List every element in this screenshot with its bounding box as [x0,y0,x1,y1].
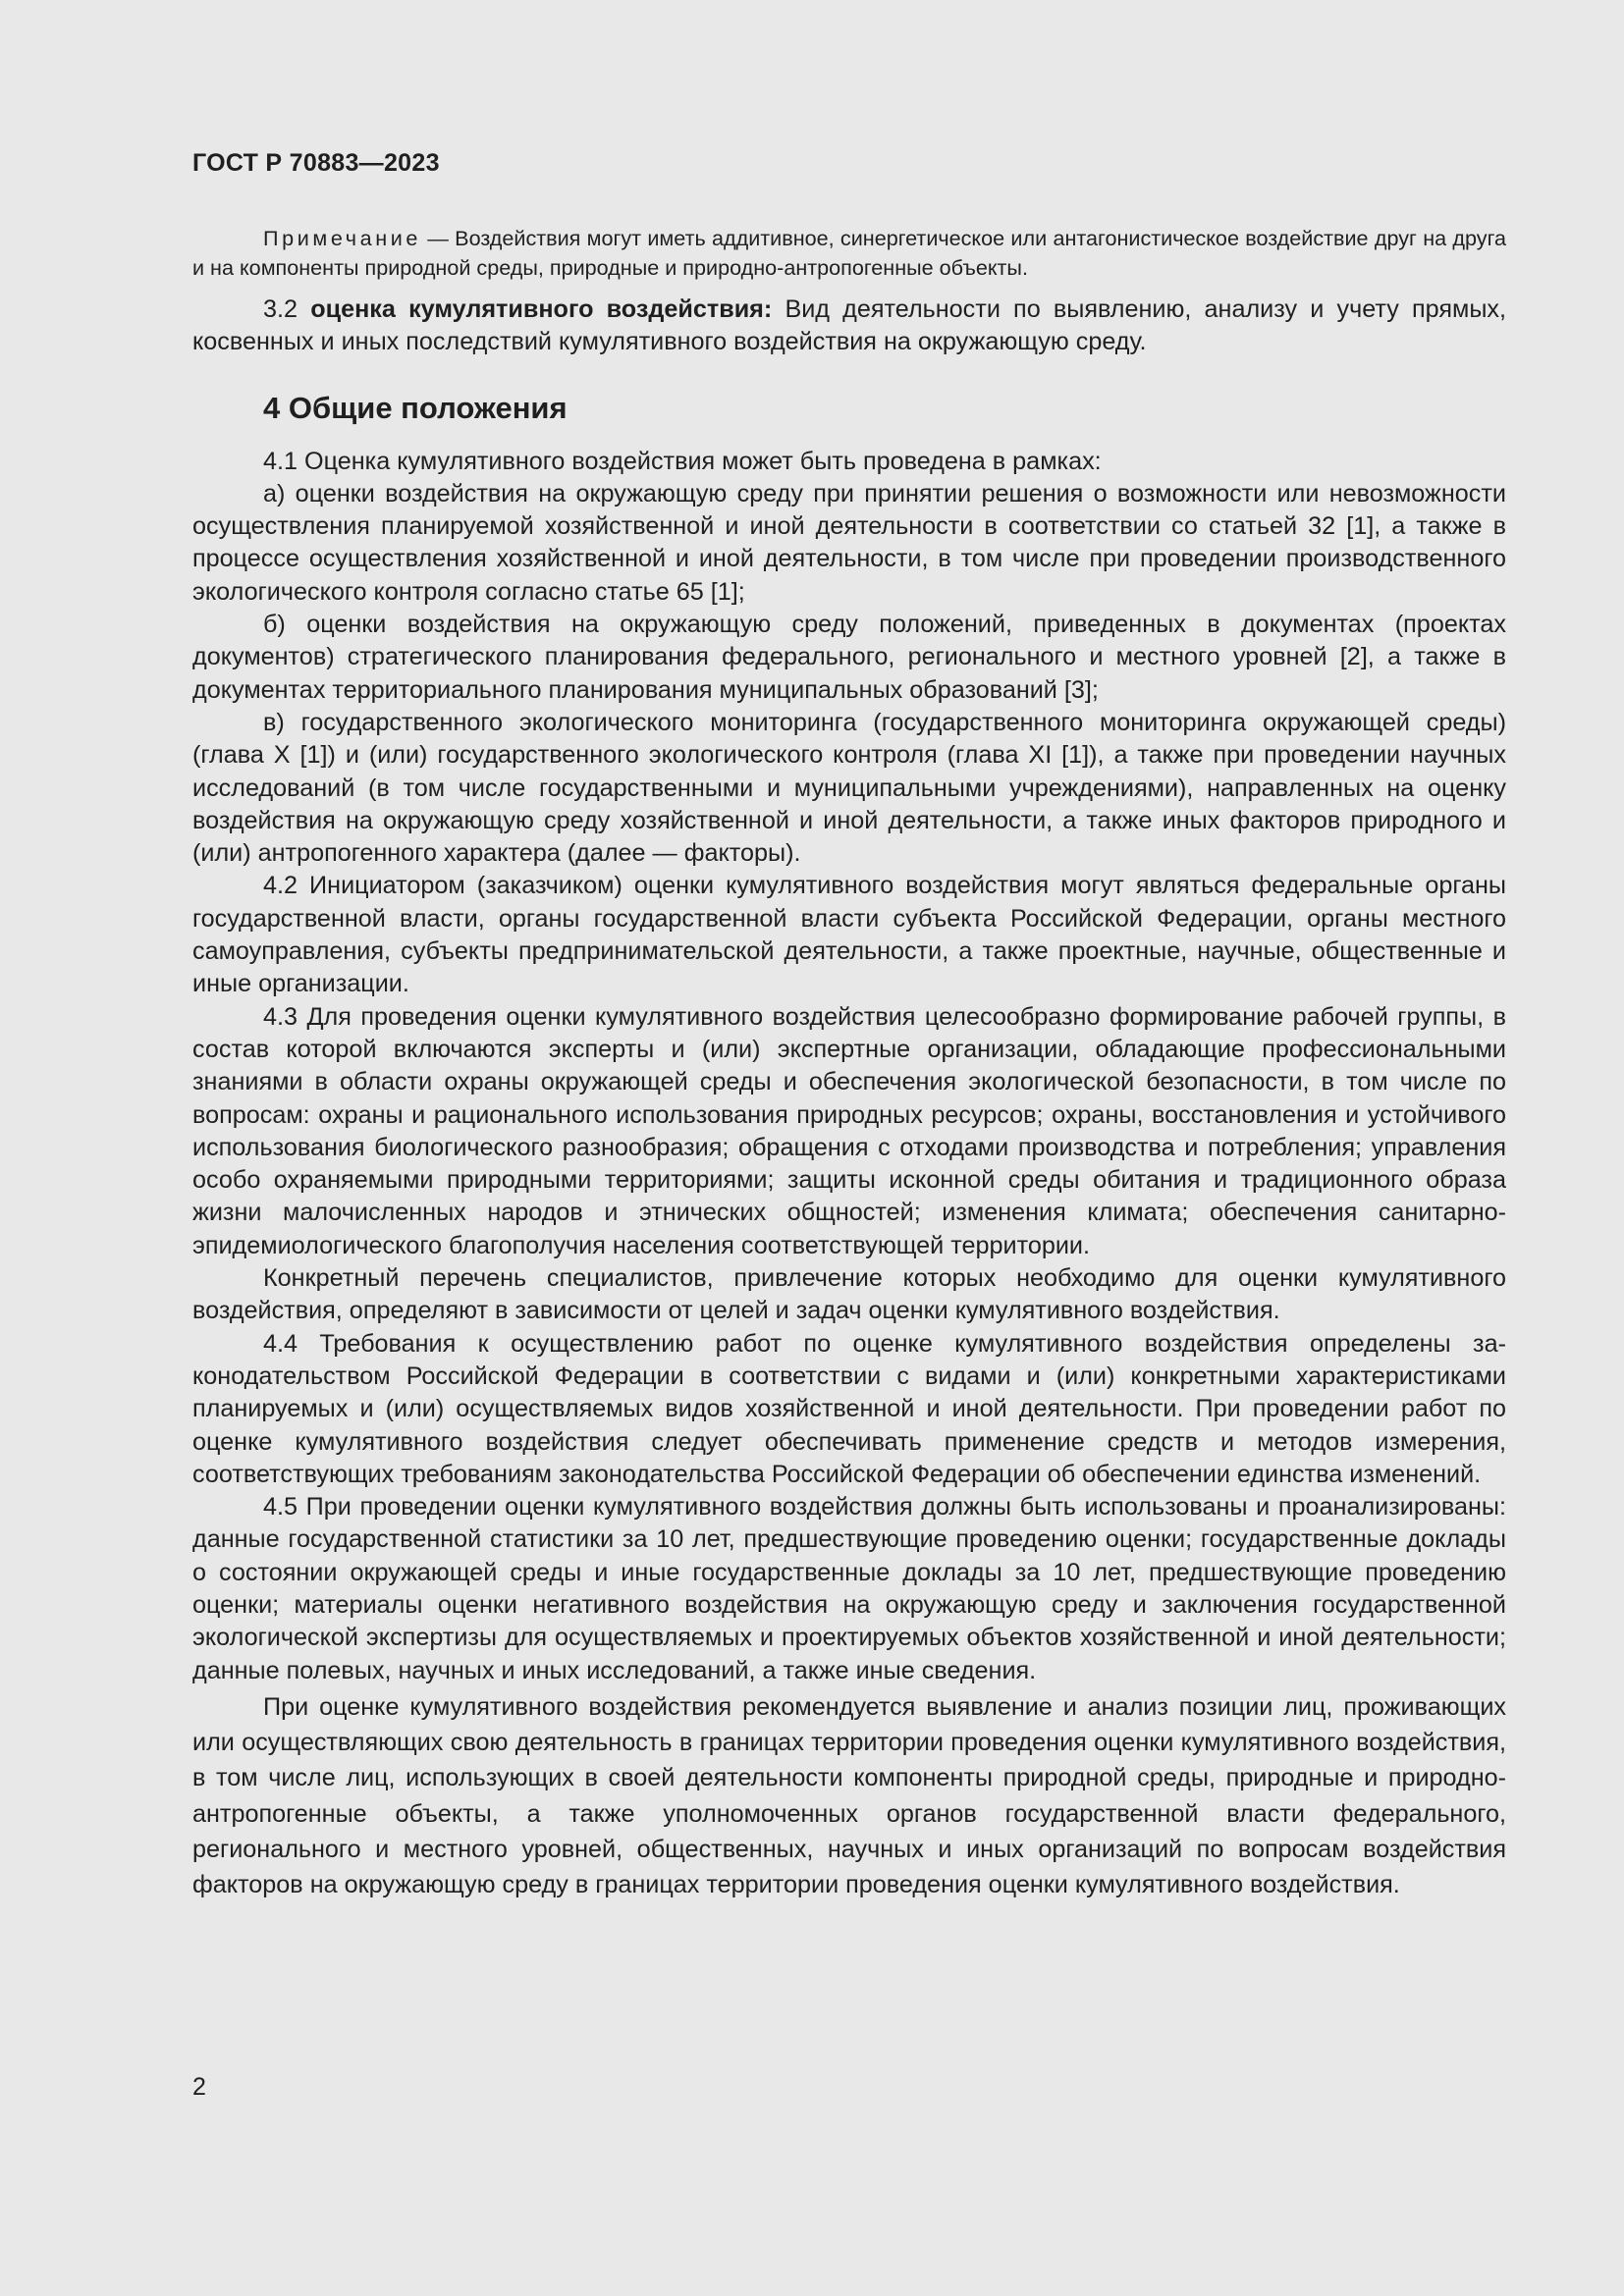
paragraph-4-4: 4.4 Требования к осуществлению работ по оценке кумулятивного воздействия определены законодательством Российской Федерации в соответствии с видами и (или) конкретными характеристиками планируемых и (или) осуществляемых видов хозяйственной и иной деятельности. При проведении работ по оценке кумулятивного воздействия следует обеспечивать применение средств и методов измерения, соответствующих требованиям законодательства Российской Федерации об обеспечении единства изменений. [192,1329,1506,1488]
paragraph-4-2: 4.2 Инициатором (заказчиком) оценки кумулятивного воздействия могут являться федеральные органы государственной власти, органы государственной власти субъекта Российской Федерации, органы местного самоуправления, субъекты предпринимательской деятельности, а также проектные, научные, общественные и иные организации. [192,872,1506,998]
paragraph-4-1-a: а) оценки воздействия на окружающую среду при принятии решения о возможности или невозможности осуществления планируемой хозяйственной и иной деятельности в соответствии со статьей 32 [1], а также в процессе осуществления хозяйственной и иной деятельности, в том числе при проведении производственного экологического контроля согласно статье 65 [1]; [192,479,1506,606]
paragraph-4-1-c: в) государственного экологического мониторинга (государственного мониторинга окружающей среды) (глава X [1]) и (или) государственного экологического контроля (глава XI [1]), а также при проведении научных исследований (в том числе государственными и муниципальными учреждениями), направленных на оценку воздействия на окружающую среду хозяйственной и иной деятельности, а также иных факторов природного и (или) антропогенного характера (далее — факторы). [192,708,1506,868]
definition-number: 3.2 [263,295,311,323]
paragraph-4-1: 4.1 Оценка кумулятивного воздействия может быть проведена в рамках: [263,447,1102,475]
page-number: 2 [192,2073,206,2101]
section-heading: 4 Общие положения [263,390,568,425]
paragraph-specialists: Конкретный перечень специалистов, привлечение которых необходимо для оценки кумулятивного воздействия, определяют в зависимости от целей и задач оценки кумулятивного воздействия. [192,1264,1506,1325]
note-label: Примечание [263,226,421,250]
definition-paragraph [192,294,1506,359]
document-body [192,224,1506,1903]
definition-text: Вид деятельности по выявлению, анализу и учету прямых, косвенных и иных последствий кумулятивного воздействия на окружающую среду. [192,295,1507,356]
paragraph-stakeholders: При оценке кумулятивного воздействия рекомендуется выявление и анализ позиции лиц, проживающих или осуществляющих свою деятельность в границах территории проведения оценки кумулятивного воздействия, в том числе лиц, использующих в своей деятельности компоненты природной среды, природные и природно-антропогенные объекты, а также уполномоченных органов государственной власти федерального, регионального и местного уровней, общественных, научных и иных организаций по вопросам воздействия факторов на окружающую среду в границах территории проведения оценки кумулятивного воздействия. [192,1692,1506,1899]
note-text: — Воздействия могут иметь аддитивное, синергетическое или антагонистическое воздействие друг на друга и на компоненты природной среды, природные и природно-антропогенные объекты. [192,226,1506,280]
paragraph-4-5: 4.5 При проведении оценки кумулятивного воздействия должны быть использованы и проанализированы: данные государственной статистики за 10 лет, предшествующие проведению оценки; государственные доклады о состоянии окружающей среды и иные государственные доклады за 10 лет, предшествующие проведению оценки; материалы оценки негативного воздействия на окружающую среду и заключения государственной экологической экспертизы для осуществляемых и проектируемых объектов хозяйственной и иной деятельности; данные полевых, научных и иных исследований, а также иные сведения. [192,1493,1506,1684]
paragraph-4-1-b: б) оценки воздействия на окружающую среду положений, приведенных в документах (проектах документов) стратегического планирования федерального, регионального и местного уровней [2], а также в документах территориального планирования муниципальных образований [3]; [192,611,1506,704]
definition-term: оценка кумулятивного воздействия: [310,295,773,323]
standard-number-header: ГОСТ Р 70883—2023 [192,149,440,177]
paragraph-4-3: 4.3 Для проведения оценки кумулятивного воздействия целесообразно формирование рабочей группы, в состав которой включаются эксперты и (или) экспертные организации, обладающие профессиональными знаниями в области охраны окружающей среды и обеспечения экологической безопасности, в том числе по вопросам: охраны и рационального использования природных ресурсов; охраны, восстановления и устойчивого использования биологического разнообразия; обращения с отходами производства и потребления; управления особо охраняемыми природными территориями; защиты исконной среды обитания и традиционного образа жизни малочисленных народов и этнических общностей; изменения климата; обеспечения санитарно-эпидемиологического благополучия населения соответствующей территории. [192,1002,1506,1259]
note-paragraph [192,224,1506,282]
